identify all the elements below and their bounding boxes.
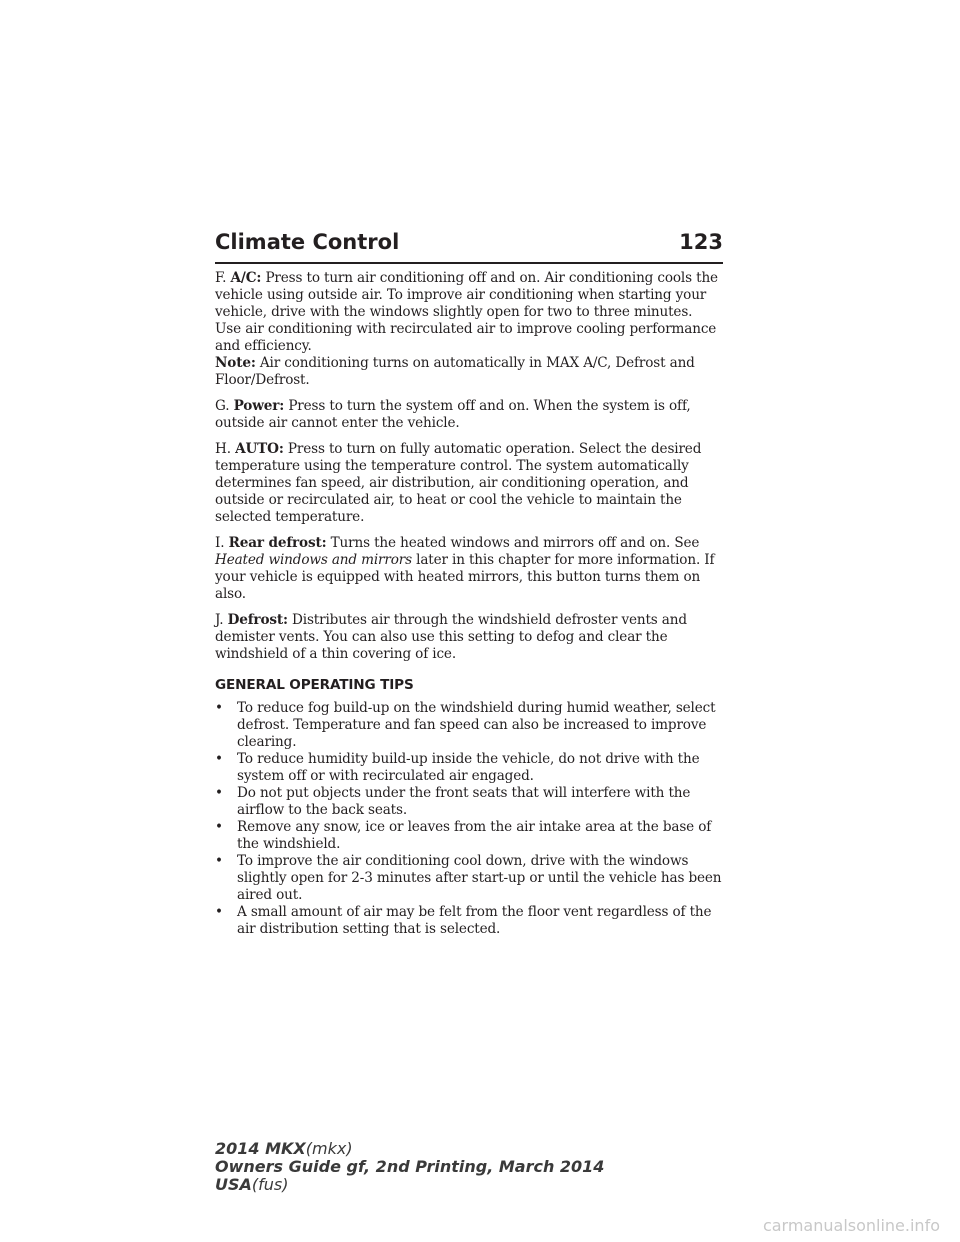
bullet-icon: • — [215, 904, 223, 920]
bullet-icon: • — [215, 751, 223, 767]
note — [215, 355, 727, 389]
bullet-icon: • — [215, 819, 223, 835]
item-j — [215, 612, 727, 663]
item-label: AUTO: — [235, 441, 284, 457]
item-label: Power: — [233, 398, 285, 414]
section-heading: GENERAL OPERATING TIPS — [215, 677, 414, 693]
item-g — [215, 398, 727, 432]
bullet-icon: • — [215, 700, 223, 716]
item-text: Press to turn air conditioning off and on. Air conditioning cools the vehicle using outside air. To improve air conditioning when starting your vehicle, drive with the windows slightly open for two to three minutes. — [215, 270, 718, 320]
list-item — [215, 819, 727, 853]
footer-line-model — [215, 1140, 604, 1158]
list-item-text: A small amount of air may be felt from the floor vent regardless of the air distribution setting that is selected. — [237, 904, 712, 937]
item-label: A/C: — [230, 270, 262, 286]
item-label: Defrost: — [227, 612, 288, 628]
footer-line-region — [215, 1176, 604, 1194]
item-text: Press to turn on fully automatic operation. Select the desired temperature using the temperature control. The system automatically determines fan speed, air distribution, air conditioning operation, and outside or recirculated air, to heat or cool the vehicle to maintain the selected temperature. — [215, 441, 702, 525]
list-item — [215, 785, 727, 819]
list-item — [215, 904, 727, 938]
item-text: later in this chapter for more information. If your vehicle is equipped with heated mirrors, this button turns them on also. — [215, 552, 715, 602]
page-number: 123 — [679, 230, 723, 254]
note-text: Air conditioning turns on automatically in MAX A/C, Defrost and Floor/Defrost. — [215, 355, 695, 388]
chapter-title: Climate Control — [215, 230, 400, 254]
item-h — [215, 441, 727, 526]
item-label: Rear defrost: — [228, 535, 327, 551]
list-item-text: To reduce humidity build-up inside the vehicle, do not drive with the system off or with recirculated air engaged. — [237, 751, 700, 784]
footer-model-code: (mkx) — [305, 1139, 353, 1158]
footer-region-code: (fus) — [251, 1175, 289, 1194]
header-rule — [215, 262, 723, 264]
list-item-text: To reduce fog build-up on the windshield during humid weather, select defrost. Temperature and fan speed can also be increased to improve clearing. — [237, 700, 716, 750]
list-item — [215, 853, 727, 904]
list-item — [215, 700, 727, 751]
ac-extra: Use air conditioning with recirculated air to improve cooling performance and efficiency. — [215, 321, 717, 354]
item-f — [215, 270, 727, 321]
item-letter: H. — [215, 441, 231, 457]
watermark: carmanualsonline.info — [762, 1216, 940, 1235]
item-letter: F. — [215, 270, 227, 286]
item-letter: I. — [215, 535, 225, 551]
note-label: Note: — [215, 355, 256, 371]
list-item-text: To improve the air conditioning cool down, drive with the windows slightly open for 2-3 minutes after start-up or until the vehicle has been aired out. — [237, 853, 722, 903]
list-item — [215, 751, 727, 785]
bullet-icon: • — [215, 853, 223, 869]
item-text: Turns the heated windows and mirrors off and on. See — [330, 535, 700, 551]
footer-model: 2014 MKX — [215, 1139, 306, 1158]
page-footer — [215, 1140, 604, 1194]
item-text: Press to turn the system off and on. When the system is off, outside air cannot enter the vehicle. — [215, 398, 691, 431]
footer-region: USA — [215, 1175, 252, 1194]
list-item-text: Remove any snow, ice or leaves from the air intake area at the base of the windshield. — [237, 819, 712, 852]
item-letter: G. — [215, 398, 230, 414]
footer-guide: Owners Guide gf, 2nd Printing, March 2014 — [215, 1157, 605, 1176]
cross-reference-link[interactable]: Heated windows and mirrors — [215, 552, 412, 568]
item-letter: J. — [215, 612, 224, 628]
bullet-icon: • — [215, 785, 223, 801]
page-header — [215, 230, 723, 254]
item-i — [215, 535, 727, 603]
list-item-text: Do not put objects under the front seats that will interfere with the airflow to the back seats. — [237, 785, 691, 818]
page-body — [215, 270, 727, 938]
tips-list — [215, 700, 727, 938]
item-text: Distributes air through the windshield defroster vents and demister vents. You can also use this setting to defog and clear the windshield of a thin covering of ice. — [215, 612, 687, 662]
